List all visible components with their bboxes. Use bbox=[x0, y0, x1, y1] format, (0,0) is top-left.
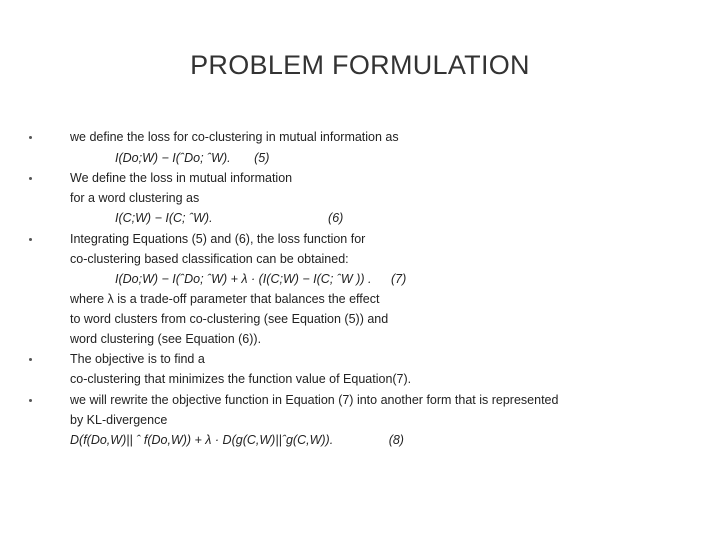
bullet-dot-4 bbox=[29, 358, 32, 361]
equation-6 bbox=[115, 211, 343, 226]
equation-5-expr: I(Do;W) − I(ˆDo; ˆW). bbox=[115, 151, 231, 165]
equation-5 bbox=[115, 151, 269, 166]
bullet-3-text-line1: Integrating Equations (5) and (6), the loss function for bbox=[70, 232, 366, 246]
bullet-3-text-line3: where λ is a trade-off parameter that balances the effect bbox=[70, 292, 380, 306]
bullet-1-text: we define the loss for co-clustering in mutual information as bbox=[70, 130, 399, 144]
bullet-5-text-line2: by KL-divergence bbox=[70, 413, 168, 427]
slide-title: PROBLEM FORMULATION bbox=[190, 50, 530, 80]
equation-7-number: (7) bbox=[390, 272, 407, 286]
bullet-dot-5 bbox=[29, 399, 32, 402]
equation-5-number: (5) bbox=[254, 151, 270, 165]
bullet-2-text-line1: We define the loss in mutual information bbox=[70, 171, 293, 185]
bullet-dot-2 bbox=[29, 177, 32, 180]
bullet-dot-3 bbox=[29, 238, 32, 241]
equation-8 bbox=[70, 433, 404, 448]
bullet-4-text-line2: co-clustering that minimizes the function value of Equation(7). bbox=[70, 372, 412, 386]
equation-7 bbox=[115, 272, 406, 287]
bullet-3-text-line4: to word clusters from co-clustering (see Equation (5)) and bbox=[70, 312, 389, 326]
equation-7-expr: I(Do;W) − I(ˆDo; ˆW) + λ · (I(C;W) − I(C; ˆW )) . bbox=[115, 272, 372, 286]
bullet-4-text-line1: The objective is to find a bbox=[70, 352, 205, 366]
bullet-3-text-line5: word clustering (see Equation (6)). bbox=[70, 332, 262, 346]
bullet-3-text-line2: co-clustering based classification can be obtained: bbox=[70, 252, 349, 266]
equation-6-number: (6) bbox=[328, 211, 344, 225]
equation-6-expr: I(C;W) − I(C; ˆW). bbox=[115, 211, 213, 225]
equation-8-expr: D(f(Do,W)|| ˆ f(Do,W)) + λ · D(g(C,W)||ˆg(C,W)). bbox=[70, 433, 334, 447]
bullet-5-text-line1: we will rewrite the objective function in Equation (7) into another form that is represented bbox=[70, 393, 559, 407]
bullet-2-text-line2: for a word clustering as bbox=[70, 191, 200, 205]
equation-8-number: (8) bbox=[388, 433, 404, 447]
bullet-dot-1 bbox=[29, 136, 32, 139]
